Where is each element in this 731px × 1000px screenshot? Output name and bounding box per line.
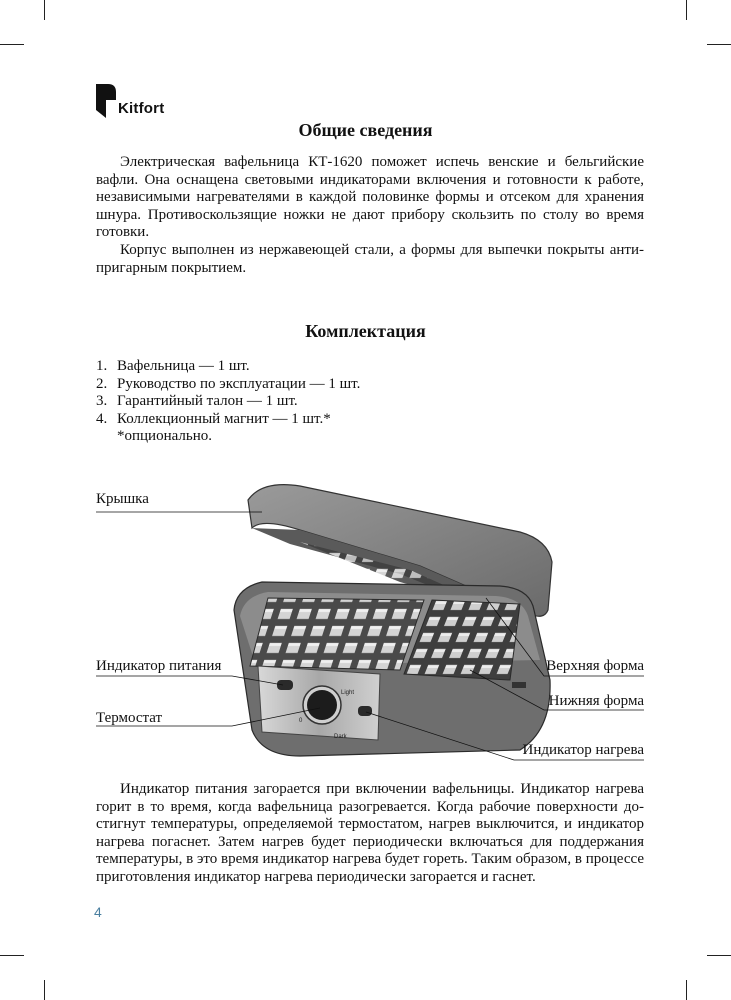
list-note: *опционально. bbox=[117, 428, 213, 445]
section-title-general: Общие сведения bbox=[298, 120, 433, 140]
dial-label-dark: Dark bbox=[334, 734, 347, 740]
crop-mark bbox=[707, 955, 731, 956]
crop-mark bbox=[44, 980, 45, 1000]
crop-mark bbox=[707, 44, 731, 45]
crop-mark bbox=[44, 0, 45, 20]
list-item-number: 4. bbox=[96, 410, 108, 427]
page-number: 4 bbox=[94, 904, 102, 920]
label-lower-plate: Нижняя форма bbox=[548, 693, 644, 709]
list-item-text: Руководство по эксплуатации — 1 шт. bbox=[117, 375, 361, 392]
thermostat-dial bbox=[307, 690, 337, 720]
heat-indicator-lamp bbox=[358, 706, 372, 716]
list-item bbox=[96, 393, 644, 411]
paragraph-indicators: Индикатор питания загорается при включении вафельницы. Индикатор нагрева горит в то время, когда вафельница разогревается. Когда рабочие поверхности достигнут температуры, определяемой термостатом, нагрев выключится, и индикатор нагрева погаснет. Затем нагрев будет периодически включаться для поддержания температуры, в это время индикатор нагрева будет гореть. Таким образом, в процессе приготовления индикатор нагрева периодически загорается и гаснет. bbox=[96, 781, 644, 885]
lower-plate-left bbox=[250, 598, 424, 670]
brand-logo bbox=[96, 84, 164, 118]
list-item-number: 2. bbox=[96, 375, 108, 392]
label-thermostat: Термостат bbox=[96, 710, 163, 726]
label-lid: Крышка bbox=[96, 491, 149, 507]
list-item-number: 3. bbox=[96, 393, 108, 410]
list-item-text: Коллекционный магнит — 1 шт.* bbox=[117, 410, 331, 427]
label-upper-plate: Верхняя форма bbox=[546, 658, 644, 674]
kitfort-logo-icon bbox=[96, 84, 116, 118]
dial-label-light: Light bbox=[341, 690, 355, 696]
contents-list bbox=[96, 358, 644, 446]
crop-mark bbox=[0, 955, 24, 956]
label-power-indicator: Индикатор питания bbox=[96, 658, 222, 674]
crop-mark bbox=[686, 980, 687, 1000]
dial-label-zero: 0 bbox=[299, 718, 303, 724]
brand-name: Kitfort bbox=[118, 100, 165, 117]
list-item bbox=[96, 411, 644, 429]
crop-mark bbox=[0, 44, 24, 45]
section-title-contents: Комплектация bbox=[305, 321, 426, 341]
paragraph-general-2: Корпус выполнен из нержавеющей стали, а формы для выпечки покрыты антипригарным покрытием. bbox=[96, 242, 644, 276]
crop-mark bbox=[686, 0, 687, 20]
list-item bbox=[96, 376, 644, 394]
list-item-text: Гарантийный талон — 1 шт. bbox=[117, 393, 298, 410]
list-item bbox=[96, 358, 644, 376]
list-item-number: 1. bbox=[96, 358, 108, 374]
foot bbox=[512, 682, 526, 688]
label-heat-indicator: Индикатор нагрева bbox=[522, 742, 644, 758]
paragraph-general-1: Электрическая вафельница КТ-1620 поможет испечь венские и бельгийские вафли. Она оснащена световыми индикаторами включения и готовности к работе, независимыми нагревателями в каждой половинке формы и отсеком для хранения шнура. Противоскользящие ножки не дают прибору скользить по столу во время готовки. bbox=[96, 154, 644, 241]
power-indicator-lamp bbox=[277, 680, 293, 690]
list-item-text: Вафельница — 1 шт. bbox=[117, 358, 250, 374]
